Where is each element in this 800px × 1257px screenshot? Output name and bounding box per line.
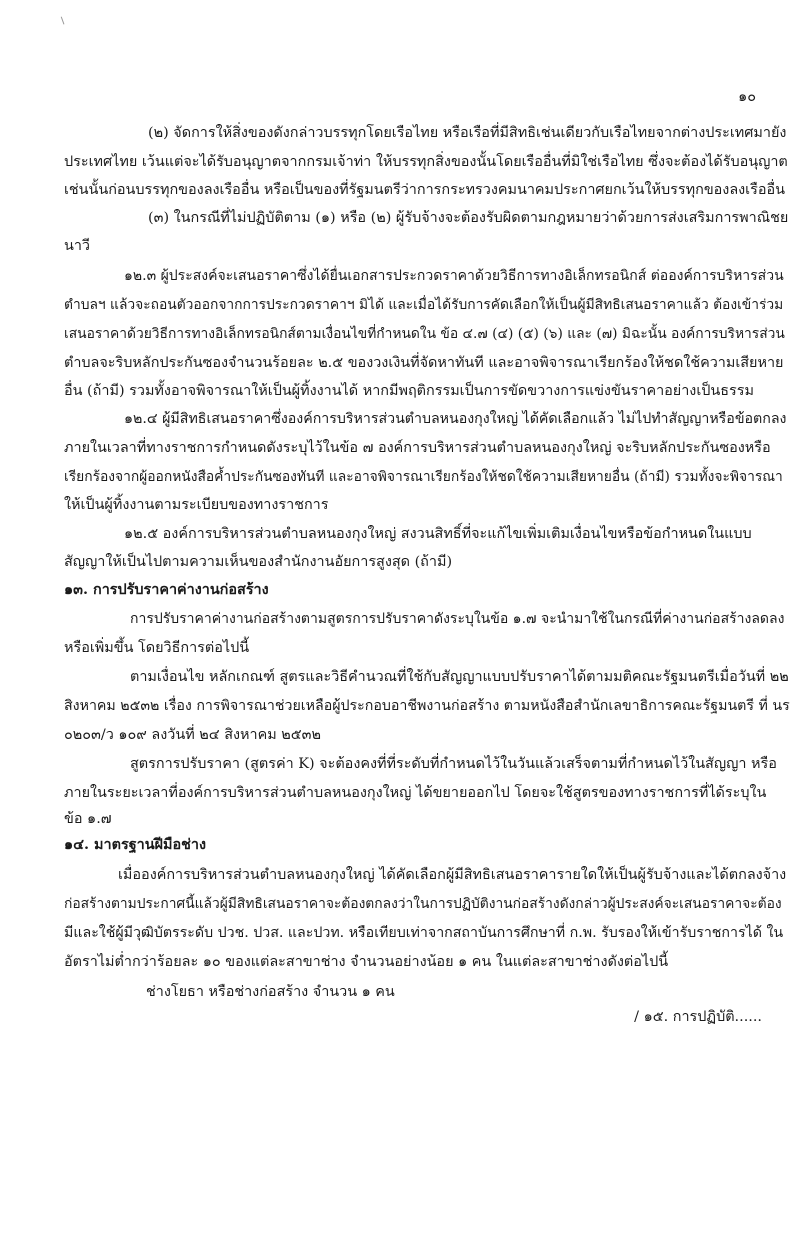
paragraph-line: อัตราไม่ต่ำกว่าร้อยละ ๑๐ ของแต่ละสาขาช่าง จำนวนอย่างน้อย ๑ คน ในแต่ละสาขาช่างดังต่อไปนี้ [64,954,669,970]
paragraph-line: ภายในระยะเวลาที่องค์การบริหารส่วนตำบลหนองกุงใหญ่ ได้ขยายออกไป โดยจะใช้สูตรของทางราชการที่ได้ระบุใน [64,785,767,801]
paragraph-line: หรือเพิ่มขึ้น โดยวิธีการต่อไปนี้ [64,640,250,656]
paragraph-line: ก่อสร้างตามประกาศนี้แล้วผู้มีสิทธิเสนอราคาจะต้องตกลงว่าในการปฏิบัติงานก่อสร้างดังกล่าวผู้ประสงค์จะเสนอราคาจะต้อง [64,896,782,912]
paragraph-line: มีและใช้ผู้มีวุฒิบัตรระดับ ปวช. ปวส. และปวท. หรือเทียบเท่าจากสถาบันการศึกษาที่ ก.พ. รับรองให้เข้ารับราชการได้ ใน [64,925,784,941]
section-14-heading: ๑๔. มาตรฐานฝีมือช่าง [64,836,206,853]
paragraph-line: ๐๒๐๓/ว ๑๐๙ ลงวันที่ ๒๔ สิงหาคม ๒๕๓๒ [64,727,321,743]
paragraph-line: สิงหาคม ๒๕๓๒ เรื่อง การพิจารณาช่วยเหลือผู้ประกอบอาชีพงานก่อสร้าง ตามหนังสือสำนักเลขาธิการคณะรัฐมนตรี ที่ นร [64,698,790,714]
paragraph-line: นาวี [64,238,90,254]
paragraph-line: เมื่อองค์การบริหารส่วนตำบลหนองกุงใหญ่ ได้คัดเลือกผู้มีสิทธิเสนอราคารายใดให้เป็นผู้รับจ้างและได้ตกลงจ้าง [118,867,787,883]
paragraph-line: เสนอราคาด้วยวิธีการทางอิเล็กทรอนิกส์ตามเงื่อนไขที่กำหนดใน ข้อ ๔.๗ (๔) (๕) (๖) และ (๗) มิฉะนั้น องค์การบริหารส่วน [64,326,785,342]
section-12-5-line: ๑๒.๕ องค์การบริหารส่วนตำบลหนองกุงใหญ่ สงวนสิทธิ์ที่จะแก้ไขเพิ่มเติมเงื่อนไขหรือข้อกำหนดในแบบ [124,526,752,542]
paragraph-line: ตามเงื่อนไข หลักเกณฑ์ สูตรและวิธีคำนวณที่ใช้กับสัญญาแบบปรับราคาได้ตามมติคณะรัฐมนตรีเมื่อวันที่ ๒๒ [130,669,789,685]
paragraph-line: ตำบลจะริบหลักประกันซองจำนวนร้อยละ ๒.๕ ของวงเงินที่จัดหาทันที และอาจพิจารณาเรียกร้องให้ชดใช้ความเสียหาย [64,355,784,371]
paragraph-line: ตำบลฯ แล้วจะถอนตัวออกจากการประกวดราคาฯ มิได้ และเมื่อได้รับการคัดเลือกให้เป็นผู้มีสิทธิเสนอราคาแล้ว ต้องเข้าร่วม [64,297,784,313]
paragraph-line: สูตรการปรับราคา (สูตรค่า K) จะต้องคงที่ที่ระดับที่กำหนดไว้ในวันแล้วเสร็จตามที่กำหนดไว้ในสัญญา หรือ [130,756,777,772]
section-12-4-line: ๑๒.๔ ผู้มีสิทธิเสนอราคาซึ่งองค์การบริหารส่วนตำบลหนองกุงใหญ่ ได้คัดเลือกแล้ว ไม่ไปทำสัญญาหรือข้อตกลง [124,411,787,427]
paragraph-line: ช่างโยธา หรือช่างก่อสร้าง จำนวน ๑ คน [146,984,395,1000]
paragraph-line: ให้เป็นผู้ทิ้งงานตามระเบียบของทางราชการ [64,497,329,513]
paragraph-line: เรียกร้องจากผู้ออกหนังสือค้ำประกันซองทันที และอาจพิจารณาเรียกร้องให้ชดใช้ความเสียหายอื่น (ถ้ามี) รวมทั้งจะพิจารณา [64,469,783,485]
paragraph-line: อื่น (ถ้ามี) รวมทั้งอาจพิจารณาให้เป็นผู้ทิ้งงานได้ หากมีพฤติกรรมเป็นการขัดขวางการแข่งขันราคาอย่างเป็นธรรม [64,383,754,399]
paragraph-line: การปรับราคาค่างานก่อสร้างตามสูตรการปรับราคาดังระบุในข้อ ๑.๗ จะนำมาใช้ในกรณีที่ค่างานก่อสร้างลดลง [130,611,785,627]
section-13-heading: ๑๓. การปรับราคาค่างานก่อสร้าง [64,581,269,598]
paragraph-line: สัญญาให้เป็นไปตามความเห็นของสำนักงานอัยการสูงสุด (ถ้ามี) [64,554,453,570]
paragraph-line: เช่นนั้นก่อนบรรทุกของลงเรืออื่น หรือเป็นของที่รัฐมนตรีว่าการกระทรวงคมนาคมประกาศยกเว้นให้บรรทุกของลงเรืออื่น [64,182,785,198]
paragraph-line: ข้อ ๑.๗ [64,811,112,827]
paragraph-line: (๒) จัดการให้สิ่งของดังกล่าวบรรทุกโดยเรือไทย หรือเรือที่มีสิทธิเช่นเดียวกับเรือไทยจากต่างประเทศมายัง [148,125,787,141]
paragraph-line: ประเทศไทย เว้นแต่จะได้รับอนุญาตจากกรมเจ้าท่า ให้บรรทุกสิ่งของนั้นโดยเรืออื่นที่มิใช่เรือไทย ซึ่งจะต้องได้รับอนุญาต [64,154,788,170]
continuation-note: / ๑๕. การปฏิบัติ...... [634,1009,762,1025]
paragraph-line: ภายในเวลาที่ทางราชการกำหนดดังระบุไว้ในข้อ ๗ องค์การบริหารส่วนตำบลหนองกุงใหญ่ จะริบหลักประกันซองหรือ [64,440,771,456]
section-12-3-line: ๑๒.๓ ผู้ประสงค์จะเสนอราคาซึ่งได้ยื่นเอกสารประกวดราคาด้วยวิธีการทางอิเล็กทรอนิกส์ ต่อองค์การบริหารส่วน [124,268,784,284]
page-number: ๑๐ [738,89,756,105]
paragraph-line: (๓) ในกรณีที่ไม่ปฏิบัติตาม (๑) หรือ (๒) ผู้รับจ้างจะต้องรับผิดตามกฎหมายว่าด้วยการส่งเสริมการพาณิชย [148,210,789,226]
scan-mark [61,16,67,25]
